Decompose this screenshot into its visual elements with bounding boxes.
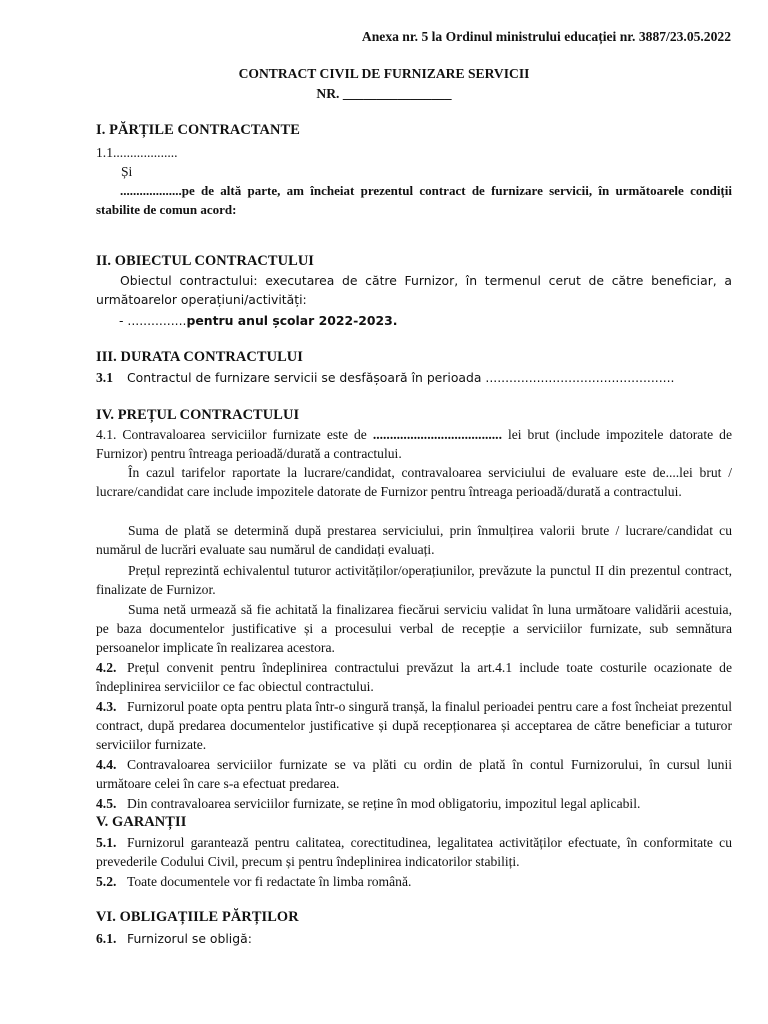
clause-5-2-number: 5.2. (96, 874, 117, 889)
section-5-heading: V. GARANȚII (96, 814, 187, 830)
clause-4-2-text: Prețul convenit pentru îndeplinirea contractului prevăzut la art.4.1 include toate costurile ocazionate de îndeplinirea serviciilor ce fac obiectul contractului. (96, 660, 732, 694)
duration-text: Contractul de furnizare servicii se desfășoară în perioada ................................................ (127, 370, 675, 385)
object-paragraph: Obiectul contractului: executarea de către Furnizor, în termenul cerut de către beneficiar, a următoarelor operațiuni/activități: (96, 273, 732, 307)
clause-4-3 (96, 697, 732, 754)
clause-6-1-text: Furnizorul se obligă: (127, 931, 252, 946)
clause-4-4 (96, 755, 732, 793)
document-title: CONTRACT CIVIL DE FURNIZARE SERVICII (238, 66, 530, 81)
clause-5-2 (96, 872, 732, 891)
clause-4-4-text: Contravaloarea serviciilor furnizate se va plăti cu ordin de plată în contul Furnizorului, în cursul lunii următoare celei în care s-a efectuat predarea. (96, 757, 732, 791)
clause-4-4-number: 4.4. (96, 757, 117, 772)
clause-4-5-text: Din contravaloarea serviciilor furnizate, se reține în mod obligatoriu, impozitul legal aplicabil. (127, 796, 641, 811)
clause-6-1 (96, 929, 732, 948)
section-2-heading: II. OBIECTUL CONTRACTULUI (96, 253, 315, 269)
clause-4-2-number: 4.2. (96, 660, 117, 675)
clause-4-1-text-b: lei brut (include impozitele datorate de Furnizor) pentru întreaga perioadă/durată a contractului. (96, 427, 732, 461)
section-4-heading: IV. PREȚUL CONTRACTULUI (96, 407, 300, 423)
clause-4-5-number: 4.5. (96, 796, 117, 811)
annex-reference: Anexa nr. 5 la Ordinul ministrului educației nr. 3887/23.05.2022 (361, 29, 731, 44)
price-equivalent-paragraph: Prețul reprezintă echivalentul tuturor activităților/operațiunilor, prevăzute la punctul II din prezentul contract, finalizate de Furnizor. (96, 563, 732, 597)
party-1-line: 1.1................... (96, 145, 178, 160)
clause-4-3-text: Furnizorul poate opta pentru plata într-o singură tranșă, la finalul perioadei pentru care a fost încheiat prezentul contract, după predarea documentelor justificative și după recepționarea și acceptarea de către beneficiar a tuturor serviciilor furnizate. (96, 699, 732, 752)
net-payment-paragraph: Suma netă urmează să fie achitată la finalizarea fiecărui serviciu validat în luna următoare validării acestuia, pe baza documentelor justificative și a procesului verbal de recepție a serviciilor furnizate, sub semnătura persoanelor implicate în realizarea acestora. (96, 602, 732, 655)
clause-5-1-number: 5.1. (96, 835, 117, 850)
payment-calculation-paragraph: Suma de plată se determină după prestarea serviciului, prin înmulțirea valorii brute / lucrare/candidat cu numărul de lucrări evaluate sau numărul de candidați evaluați. (96, 523, 732, 557)
party-2-dots: ................... (120, 183, 182, 198)
clause-3-1-number: 3.1 (96, 370, 113, 385)
section-3-heading: III. DURATA CONTRACTULUI (96, 349, 303, 365)
contract-number: NR. ________________ (316, 86, 452, 101)
section-6-heading: VI. OBLIGAȚIILE PĂRȚILOR (96, 909, 299, 925)
object-item (119, 311, 397, 330)
clause-4-1-paragraph (96, 425, 732, 463)
clause-4-5 (96, 794, 732, 813)
duration-line (96, 368, 732, 387)
object-item-year: pentru anul școlar 2022-2023. (186, 313, 398, 328)
party-2-paragraph (96, 181, 732, 219)
party-2-text: pe de altă parte, am încheiat prezentul contract de furnizare servicii, în următoarele condiții stabilite de comun acord: (96, 183, 732, 217)
clause-5-1 (96, 833, 732, 871)
clause-4-2 (96, 658, 732, 696)
object-item-dots: - ............... (119, 313, 187, 328)
clause-4-1-text-a: 4.1. Contravaloarea serviciilor furnizate este de (96, 427, 373, 442)
clause-5-2-text: Toate documentele vor fi redactate în limba română. (127, 874, 412, 889)
clause-5-1-text: Furnizorul garantează pentru calitatea, corectitudinea, legalitatea activităților efectuate, în conformitate cu prevederile Codului Civil, precum și pentru îndeplinirea indicatorilor stabiliți. (96, 835, 732, 869)
per-candidate-paragraph: În cazul tarifelor raportate la lucrare/candidat, contravaloarea serviciului de evaluare este de....lei brut / lucrare/candidat care include impozitele datorate de Furnizor pentru întreaga perioadă/durată a contractului. (96, 465, 732, 499)
section-1-heading: I. PĂRȚILE CONTRACTANTE (96, 122, 300, 138)
price-blank: ...................................... (372, 427, 502, 442)
and-word: Și (121, 164, 133, 179)
clause-6-1-number: 6.1. (96, 931, 117, 946)
clause-4-3-number: 4.3. (96, 699, 117, 714)
